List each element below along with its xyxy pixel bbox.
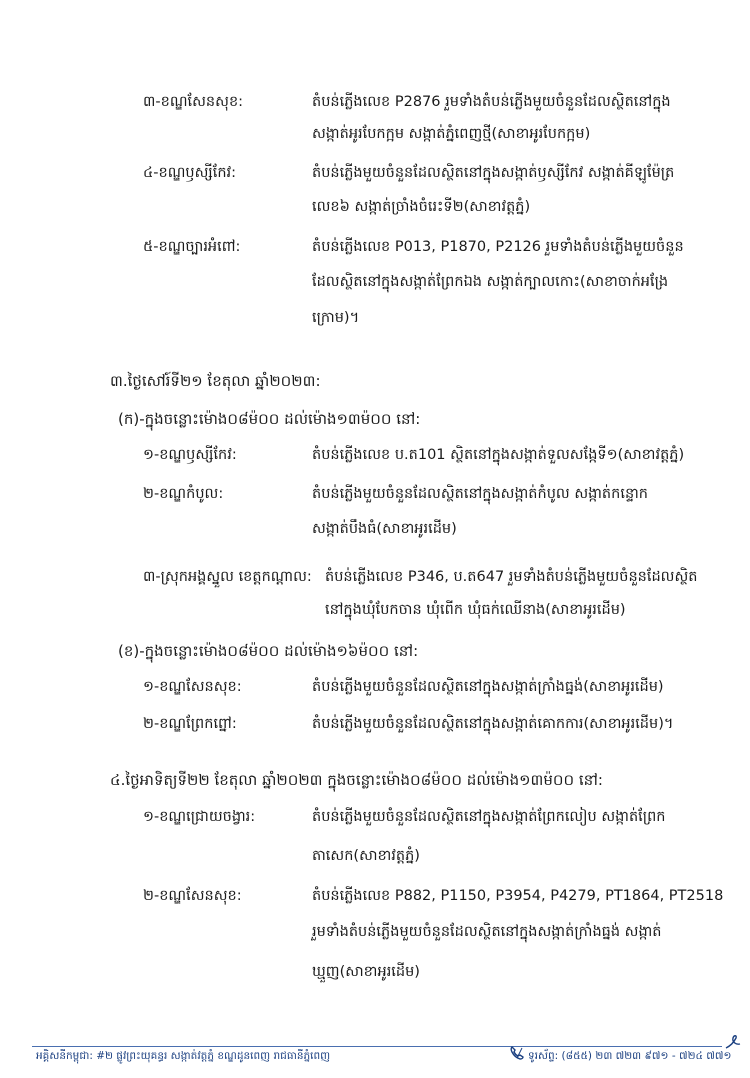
item-label: ២-ខណ្ឌសែនសុខ: [143, 888, 242, 904]
footer-phone: ទូរស័ព្ទ: (៨៥៥) ២៣ ៧២៣ ៩៧១ - ៧២៤ ៧៧១ [528, 1050, 732, 1062]
item-text-line: តំបន់ភ្លើងមួយចំនួនដែលស្ថិតនៅក្នុងសង្កាត់ក្រាំងធ្នង់(សាខាអូរដើម) [312, 679, 664, 695]
day-heading: ៣.ថ្ងៃសៅរ៍ទី២១ ខែតុលា ឆ្នាំ២០២៣: [110, 372, 321, 390]
item-label: ១-ខណ្ឌជ្រោយចង្វារ: [143, 809, 256, 825]
item-label: ២-ខណ្ឌព្រែកព្នៅ: [143, 716, 237, 732]
item-label: ៤-ខណ្ឌឫស្សីកែវ: [143, 165, 237, 181]
day-heading: ៤.ថ្ងៃអាទិត្យទី២២ ខែតុលា ឆ្នាំ២០២៣ ក្នុងចន្លោះម៉ោង០៨ម៉០០ ដល់ម៉ោង១៣ម៉០០ នៅ: [110, 771, 603, 789]
item-text-line: តំបន់ភ្លើងលេខ P346, ប.ត647 រួមទាំងតំបន់ភ្លើងមួយចំនួនដែលស្ថិត [325, 569, 698, 585]
item-text-line: តំបន់ភ្លើងលេខ P882, P1150, P3954, P4279, PT1864, PT2518 [312, 888, 724, 904]
item-text-line: តំបន់ភ្លើងលេខ P2876 រួមទាំងតំបន់ភ្លើងមួយចំនួនដែលស្ថិតនៅក្នុង [312, 94, 671, 110]
item-text-line: តំបន់ភ្លើងលេខ P013, P1870, P2126 រួមទាំងតំបន់ភ្លើងមួយចំនួន [312, 239, 684, 255]
item-text-line: តំបន់ភ្លើងមួយចំនួនដែលស្ថិតនៅក្នុងសង្កាត់ឫស្សីកែវ សង្កាត់គីឡូម៉ែត្រ [312, 165, 675, 181]
item-text-line: សង្កាត់អូរបែកក្អម សង្កាត់ភ្នំពេញថ្មី(សាខាអូរបែកក្អម) [312, 126, 591, 142]
item-text-line: តំបន់ភ្លើងលេខ ប.ត101 ស្ថិតនៅក្នុងសង្កាត់ទួលសង្កែទី១(សាខាវត្តភ្នំ) [312, 447, 685, 463]
item-text-line: តាសេក(សាខាវត្តភ្នំ) [312, 848, 420, 864]
item-text-line: រួមទាំងតំបន់ភ្លើងមួយចំនួនដែលស្ថិតនៅក្នុងសង្កាត់ក្រាំងធ្នង់ សង្កាត់ [312, 924, 662, 940]
item-label: ៣-ខណ្ឌសែនសុខ: [143, 94, 244, 110]
signature-mark [722, 1032, 744, 1054]
item-text-line: ក្រោម)។ [312, 310, 360, 326]
item-label: ៣-ស្រុកអង្គស្នួល ខេត្តកណ្ដាល: [143, 569, 312, 585]
item-label: ១-ខណ្ឌឫស្សីកែវ: [143, 447, 237, 463]
time-range-subheading: (ខ)-ក្នុងចន្លោះម៉ោង០៨ម៉០០ ដល់ម៉ោង១៦ម៉០០ នៅ: [118, 642, 419, 660]
item-text-line: ឃ្មួញ(សាខាអូរដើម) [312, 964, 420, 980]
time-range-subheading: (ក)-ក្នុងចន្លោះម៉ោង០៨ម៉០០ ដល់ម៉ោង១៣ម៉០០ នៅ: [118, 410, 421, 428]
item-text-line: ដែលស្ថិតនៅក្នុងសង្កាត់ព្រែកឯង សង្កាត់ក្បាលកោះ(សាខាចាក់អង្រែ [312, 274, 669, 290]
item-label: ៥-ខណ្ឌច្បារអំពៅ: [143, 239, 241, 255]
phone-icon [508, 1044, 526, 1062]
item-text-line: នៅក្នុងឃុំបែកចាន ឃុំពើក ឃុំធក់ឈើនាង(សាខាអូរដើម) [325, 602, 626, 618]
item-label: ១-ខណ្ឌសែនសុខ: [143, 679, 242, 695]
item-text-line: សង្កាត់បឹងធំ(សាខាអូរដើម) [312, 521, 457, 537]
item-text-line: តំបន់ភ្លើងមួយចំនួនដែលស្ថិតនៅក្នុងសង្កាត់គោកការ(សាខាអូរដើម)។ [312, 716, 674, 732]
footer-divider [32, 1046, 722, 1047]
item-label: ២-ខណ្ឌកំបូល: [143, 486, 224, 502]
item-text-line: តំបន់ភ្លើងមួយចំនួនដែលស្ថិតនៅក្នុងសង្កាត់កំបូល សង្កាត់កន្ទោក [312, 486, 648, 502]
item-text-line: តំបន់ភ្លើងមួយចំនួនដែលស្ថិតនៅក្នុងសង្កាត់ព្រែកលៀប សង្កាត់ព្រែក [312, 809, 666, 825]
footer-address: អគ្គិសនីកម្ពុជា: #២ ផ្លូវព្រះយុគន្ធរ សង្កាត់វត្តភ្នំ ខណ្ឌដូនពេញ រាជធានីភ្នំពេញ [36, 1050, 331, 1062]
item-text-line: លេខ៦ សង្កាត់ច្រាំងចំរេះទី២(សាខាវត្តភ្នំ) [312, 199, 531, 215]
